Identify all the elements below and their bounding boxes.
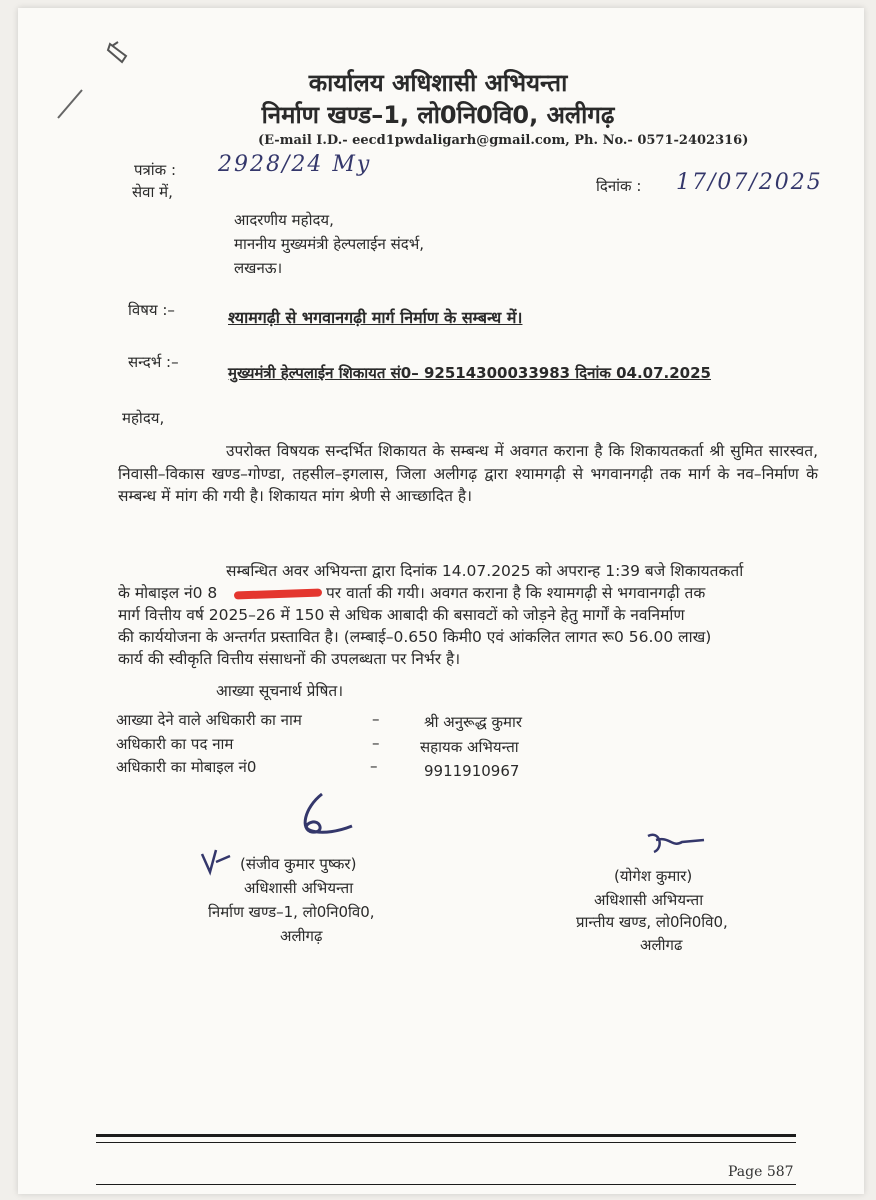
date-label: दिनांक : [596, 177, 642, 195]
signatory-right-name: (योगेश कुमार) [614, 867, 693, 885]
reference-text: मुख्यमंत्री हेल्पलाईन शिकायत सं0– 92514300033983 दिनांक 04.07.2025 [228, 364, 711, 382]
ref-number-handwritten: 2928/24 My [218, 152, 372, 177]
recipient-line: माननीय मुख्यमंत्री हेल्पलाईन संदर्भ, [234, 235, 425, 253]
footer-rule [96, 1184, 796, 1185]
signature-left-icon [282, 786, 362, 846]
paragraph-2-line: के मोबाइल नं0 8 [118, 584, 218, 602]
officer-row-value: 9911910967 [424, 762, 520, 780]
officer-row-dash: – [372, 734, 380, 752]
officer-row-label: आख्या देने वाले अधिकारी का नाम [116, 711, 302, 729]
forwarded-note: आख्या सूचनार्थ प्रेषित। [216, 682, 344, 700]
officer-row-dash: – [370, 757, 378, 775]
contact-line: (E-mail I.D.- eecd1pwdaligarh@gmail.com, Ph. No.- 0571-2402316) [258, 133, 749, 148]
officer-row-label: अधिकारी का मोबाइल नं0 [116, 758, 257, 776]
signatory-left-line: अलीगढ़ [280, 927, 323, 945]
paragraph-2-line: कार्य की स्वीकृति वित्तीय संसाधनों की उपलब्धता पर निर्भर है। [118, 650, 461, 668]
ref-label: पत्रांक : [134, 161, 177, 179]
footer-rule [96, 1142, 796, 1143]
officer-row-dash: – [372, 710, 380, 728]
officer-row-value: सहायक अभियन्ता [420, 738, 519, 756]
signatory-right-line: अलीगढ [640, 936, 683, 954]
recipient-line: आदरणीय महोदय, [234, 211, 334, 229]
signatory-left-name: (संजीव कुमार पुष्कर) [240, 855, 357, 873]
subject-text: श्यामगढ़ी से भगवानगढ़ी मार्ग निर्माण के सम्बन्ध में। [228, 308, 523, 327]
page-number: Page 587 [728, 1164, 794, 1180]
division-title: निर्माण खण्ड–1, लो0नि0वि0, अलीगढ़ [261, 101, 615, 129]
paragraph-2-line: सम्बन्धित अवर अभियन्ता द्वारा दिनांक 14.07.2025 को अपरान्ह 1:39 बजे शिकायतकर्ता [226, 562, 744, 580]
reference-label: सन्दर्भ :– [128, 353, 179, 371]
paragraph-2-line: की कार्ययोजना के अन्तर्गत प्रस्तावित है। (लम्बाई–0.650 किमी0 एवं आंकलित लागत रू0 56.00 लाख) [118, 628, 712, 646]
signatory-right-line: अधिशासी अभियन्ता [594, 891, 704, 909]
subject-label: विषय :– [128, 301, 175, 319]
signatory-left-line: निर्माण खण्ड–1, लो0नि0वि0, [208, 903, 375, 921]
officer-row-label: अधिकारी का पद नाम [116, 735, 234, 753]
office-title: कार्यालय अधिशासी अभियन्ता [308, 69, 568, 97]
date-handwritten: 17/07/2025 [676, 170, 823, 195]
signatory-left-line: अधिशासी अभियन्ता [244, 879, 354, 897]
paragraph-1: उपरोक्त विषयक सन्दर्भित शिकायत के सम्बन्ध में अवगत कराना है कि शिकायतकर्ता श्री सुमित सारस्वत, निवासी–विकास खण्ड–गोण्डा, तहसील–इगलास, जिला अलीगढ़ द्वारा श्यामगढ़ी से भगवानगढ़ी तक मार्ग के नव–निर्माण के सम्बन्ध में मांग की गयी है। शिकायत मांग श्रेणी से आच्छादित है। [118, 442, 818, 505]
footer-rule [96, 1134, 796, 1137]
to-label: सेवा में, [132, 183, 173, 201]
paragraph-2-line: पर वार्ता की गयी। अवगत कराना है कि श्यामगढ़ी से भगवानगढ़ी तक [326, 584, 706, 602]
initials-left-icon [196, 844, 234, 878]
recipient-line: लखनऊ। [234, 259, 283, 277]
officer-row-value: श्री अनुरूद्ध कुमार [424, 713, 522, 731]
salutation: महोदय, [122, 409, 165, 427]
signature-right-icon [642, 826, 722, 862]
signatory-right-line: प्रान्तीय खण्ड, लो0नि0वि0, [576, 913, 728, 931]
paragraph-2-line: मार्ग वित्तीय वर्ष 2025–26 में 150 से अधिक आबादी की बसावटों को जोड़ने हेतु मार्गों के नवनिर्माण [118, 606, 685, 624]
